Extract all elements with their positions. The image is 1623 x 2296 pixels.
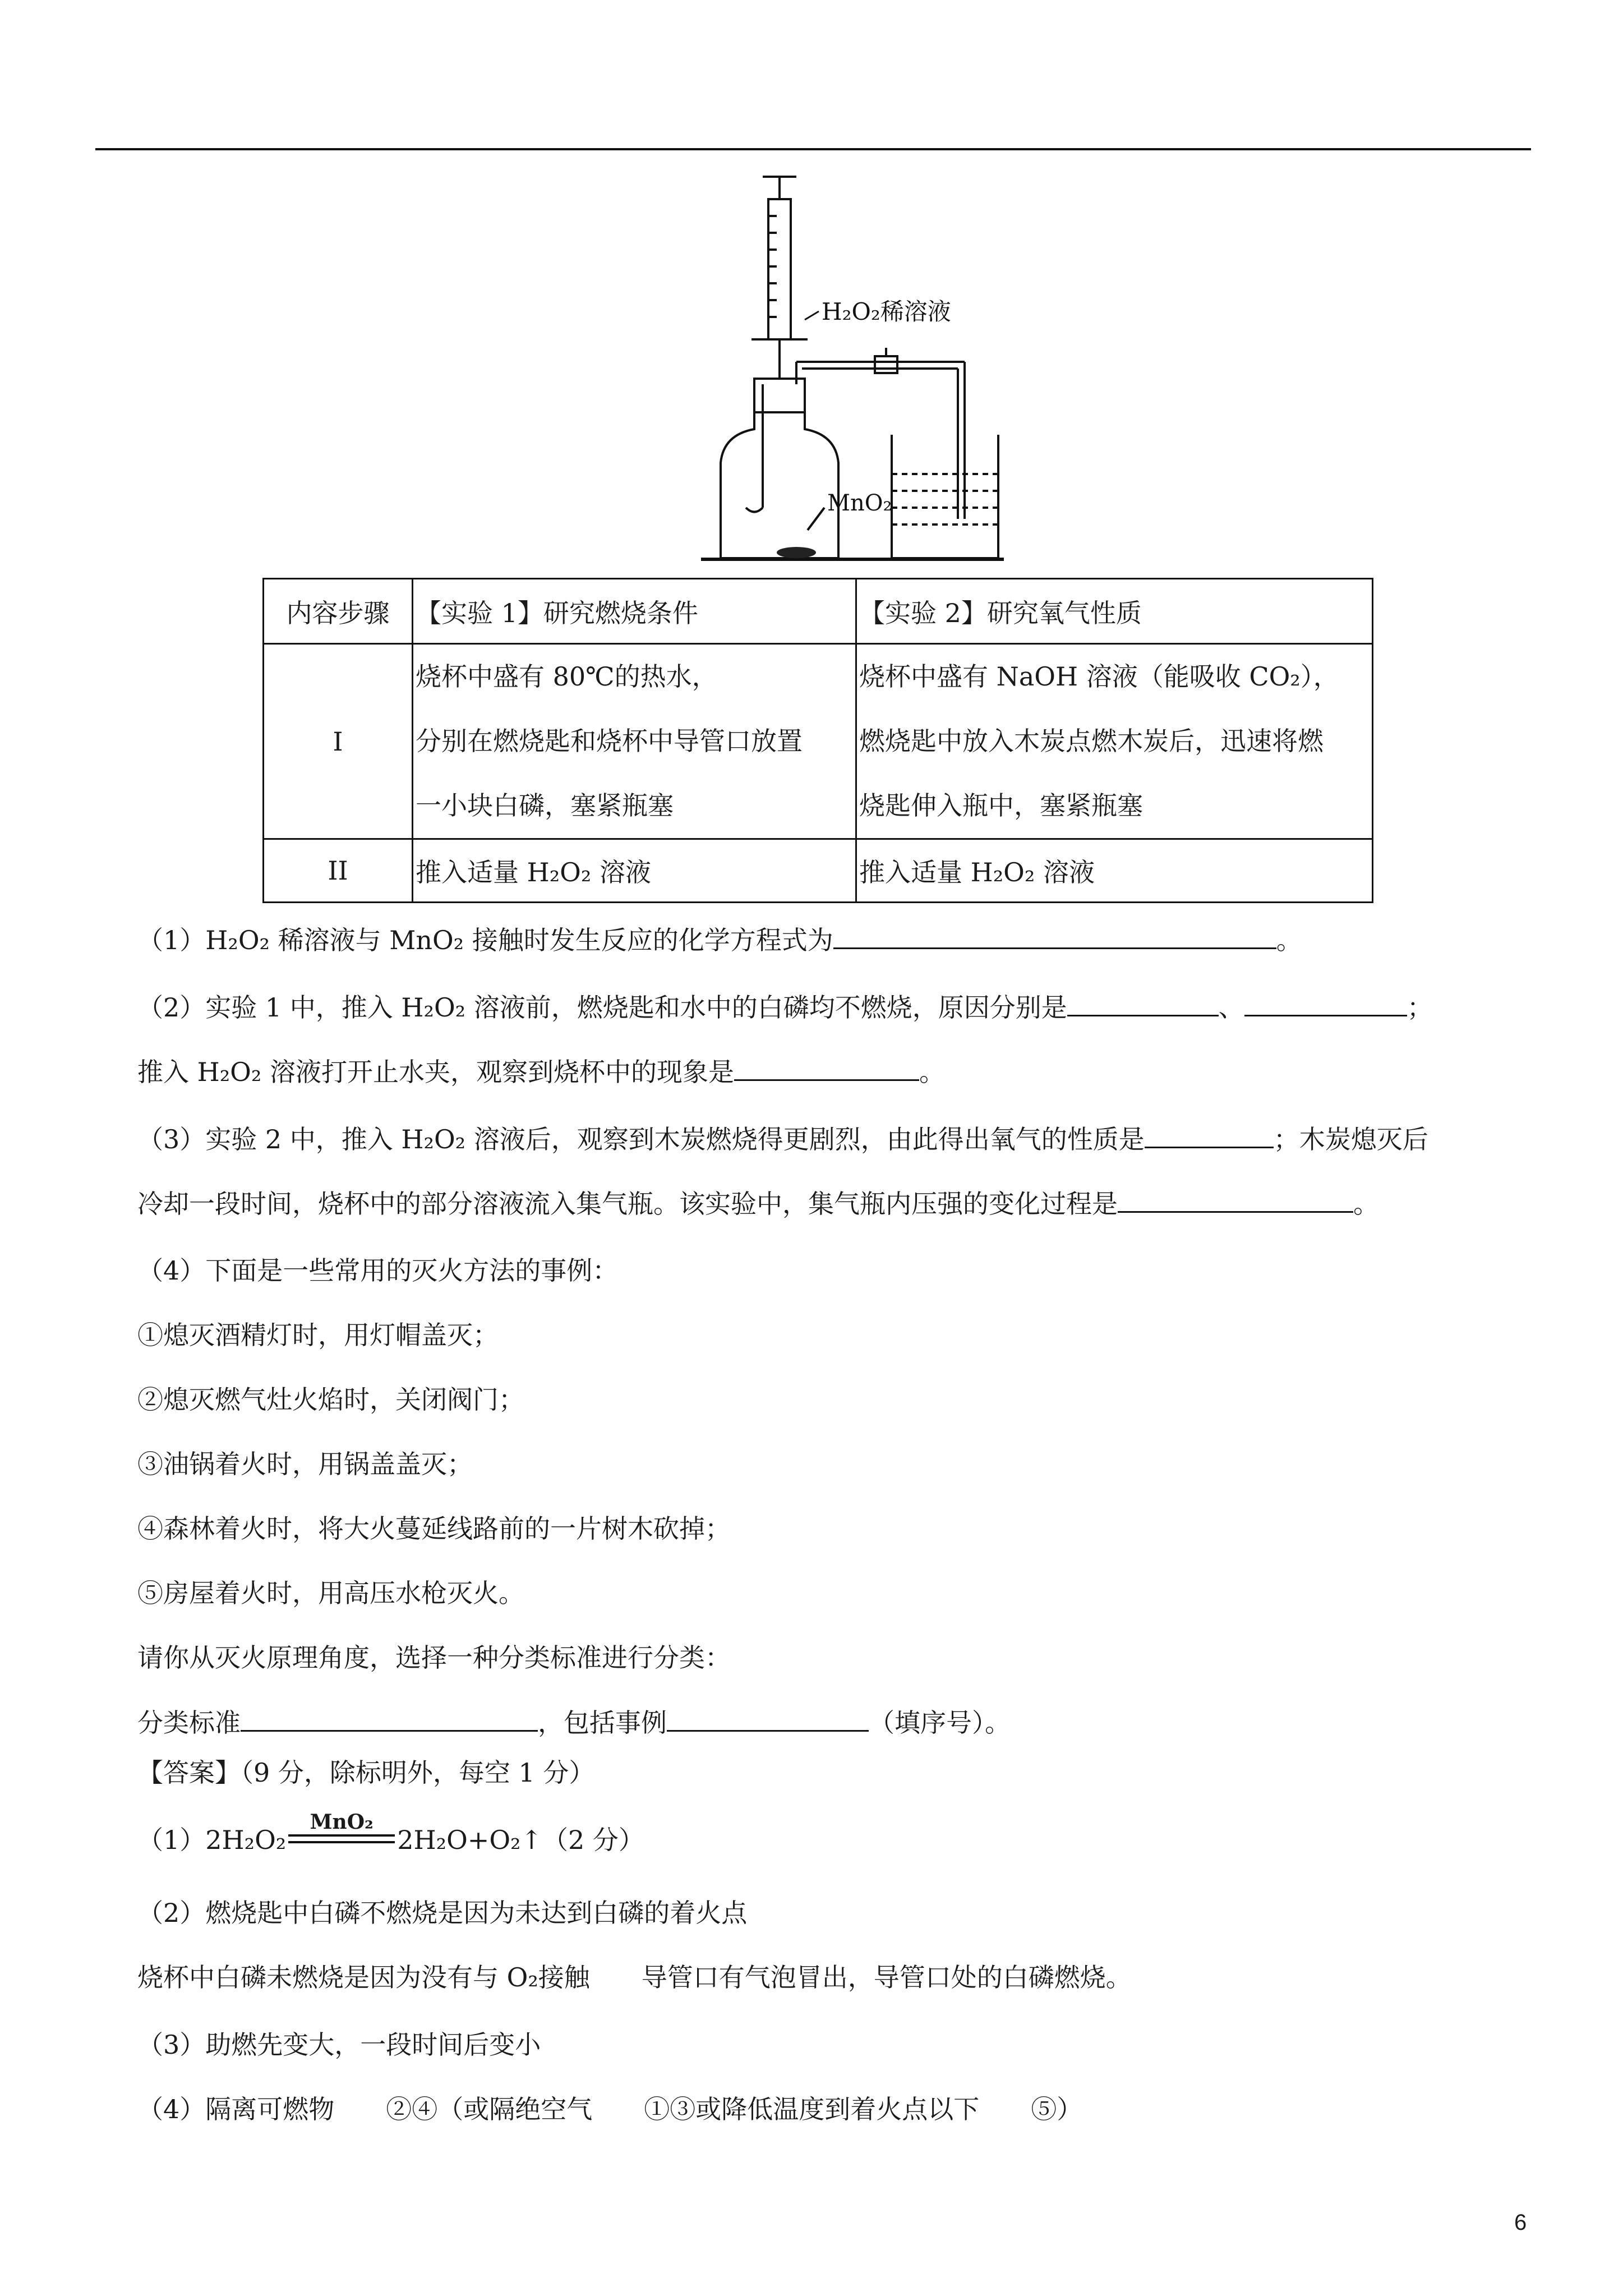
q4-std-blank: [241, 1705, 538, 1732]
q2a-sep: 、: [1218, 992, 1244, 1023]
header-exp1: 【实验 1】研究燃烧条件: [413, 579, 856, 644]
a1-catalyst: MnO₂: [310, 1810, 374, 1834]
question-3b: [137, 1186, 1379, 1221]
answer-1: [137, 1810, 644, 1857]
table-row: [264, 839, 1373, 903]
row1-exp1: [413, 644, 856, 839]
h2o2-label: H₂O₂稀溶液: [822, 298, 951, 325]
q3a-blank: [1145, 1122, 1274, 1148]
reaction-equals-sign: [288, 1810, 395, 1853]
q2b-end: 。: [919, 1057, 945, 1087]
list-item: ⑤房屋着火时，用高压水枪灭火。: [137, 1578, 524, 1608]
q2a-text: （2）实验 1 中，推入 H₂O₂ 溶液前，燃烧匙和水中的白磷均不燃烧，原因分别是: [137, 992, 1067, 1023]
table-row: [264, 644, 1373, 839]
q2b-text: 推入 H₂O₂ 溶液打开止水夹，观察到烧杯中的现象是: [137, 1057, 734, 1087]
question-4-prompt: 请你从灭火原理角度，选择一种分类标准进行分类：: [137, 1642, 731, 1673]
answer-3: （3）助燃先变大，一段时间后变小: [137, 2030, 541, 2060]
q4-end: （填序号）。: [869, 1708, 1011, 1738]
q2a-end: ；: [1407, 992, 1433, 1023]
q3b-end: 。: [1353, 1189, 1379, 1219]
header-rule: [95, 148, 1531, 150]
row1-exp2-line: 燃烧匙中放入木炭点燃木炭后，迅速将燃: [859, 726, 1324, 756]
q3a-end: ；木炭熄灭后: [1273, 1124, 1428, 1154]
mno2-label: MnO₂: [827, 490, 892, 516]
q3a-text: （3）实验 2 中，推入 H₂O₂ 溶液后，观察到木炭燃烧得更剧烈，由此得出氧气的性质是: [137, 1124, 1145, 1154]
answer-header: 【答案】（9 分，除标明外，每空 1 分）: [137, 1757, 595, 1788]
list-item: ①熄灭酒精灯时，用灯帽盖灭；: [137, 1320, 499, 1350]
q3b-blank: [1118, 1186, 1353, 1213]
q1-text: （1）H₂O₂ 稀溶液与 MnO₂ 接触时发生反应的化学方程式为: [137, 925, 833, 955]
list-item: ③油锅着火时，用锅盖盖灭；: [137, 1449, 473, 1479]
question-2a: [137, 990, 1433, 1024]
experiment-table: [262, 578, 1373, 903]
q2b-blank: [734, 1055, 919, 1081]
q1-blank: [833, 923, 1276, 949]
list-item: ②熄灭燃气灶火焰时，关闭阀门；: [137, 1384, 524, 1415]
list-item: ④森林着火时，将大火蔓延线路前的一片树木砍掉；: [137, 1513, 731, 1544]
row2-step: II: [264, 839, 413, 903]
q4-mid-text: ，包括事例: [538, 1708, 667, 1738]
row2-exp1: 推入适量 H₂O₂ 溶液: [413, 839, 856, 903]
answer-2-line1: （2）燃烧匙中白磷不燃烧是因为未达到白磷的着火点: [137, 1898, 748, 1928]
question-4: （4）下面是一些常用的灭火方法的事例：: [137, 1255, 619, 1286]
header-exp2: 【实验 2】研究氧气性质: [856, 579, 1373, 644]
question-2b: [137, 1055, 945, 1089]
q4-examples-blank: [667, 1705, 869, 1732]
answer-2-line2: 烧杯中白磷未燃烧是因为没有与 O₂接触 导管口有气泡冒出，导管口处的白磷燃烧。: [137, 1962, 1132, 1993]
apparatus-figure: [690, 171, 1004, 564]
q3b-text: 冷却一段时间，烧杯中的部分溶液流入集气瓶。该实验中，集气瓶内压强的变化过程是: [137, 1189, 1118, 1219]
question-3a: [137, 1122, 1428, 1156]
answer-4: （4）隔离可燃物 ②④（或隔绝空气 ①③或降低温度到着火点以下 ⑤）: [137, 2094, 1083, 2124]
row1-step: I: [264, 644, 413, 839]
question-4-classify: [137, 1705, 1011, 1740]
row1-exp1-line: 烧杯中盛有 80℃的热水，: [416, 661, 718, 692]
question-1: [137, 923, 1302, 957]
header-step: 内容步骤: [264, 579, 413, 644]
row1-exp1-line: 一小块白磷，塞紧瓶塞: [416, 790, 674, 821]
row1-exp2-line: 烧杯中盛有 NaOH 溶液（能吸收 CO₂），: [859, 661, 1339, 692]
row1-exp2: [856, 644, 1373, 839]
row1-exp1-line: 分别在燃烧匙和烧杯中导管口放置: [416, 726, 803, 756]
row1-exp2-line: 烧匙伸入瓶中，塞紧瓶塞: [859, 790, 1143, 821]
page-number: 6: [1514, 2210, 1527, 2235]
q2a-blank-1: [1067, 990, 1219, 1016]
a1-prefix: （1）2H₂O₂: [137, 1825, 287, 1855]
q4-std-text: 分类标准: [137, 1708, 241, 1738]
table-header-row: [264, 579, 1373, 644]
row2-exp2: 推入适量 H₂O₂ 溶液: [856, 839, 1373, 903]
a1-suffix: 2H₂O+O₂↑（2 分）: [397, 1825, 644, 1855]
q1-end: 。: [1276, 925, 1302, 955]
q2a-blank-2: [1244, 990, 1407, 1016]
